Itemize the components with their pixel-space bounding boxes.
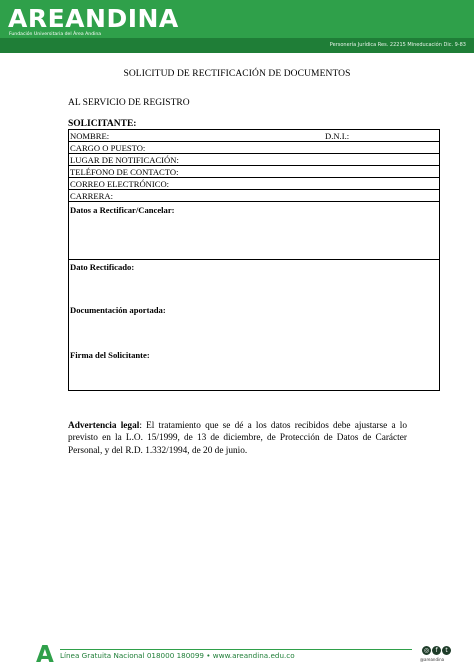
dni-label: D.N.I.: [325, 131, 350, 141]
warning-text: : El tratamiento que se dé a los datos recibidos debe ajustarse a lo previsto en la L.O. 15/1999, de 13 de diciembre, de Protección de Datos de Carácter Personal, y del R.D. 1.332/1994, de 20 de junio. [68, 421, 408, 456]
email-label: CORREO ELECTRÓNICO: [70, 179, 170, 189]
recipient-line: AL SERVICIO DE REGISTRO [68, 98, 190, 108]
position-row[interactable] [69, 142, 439, 154]
career-label: CARRERA: [70, 191, 113, 201]
social-handle: @areandina [420, 657, 445, 662]
name-label: NOMBRE: [70, 131, 110, 141]
name-row[interactable] [69, 130, 439, 142]
warning-label: Advertencia legal [68, 421, 140, 431]
footer-contact: Línea Gratuita Nacional 018000 180099 • www.areandina.edu.co [60, 651, 295, 660]
logo: AREANDINA [8, 4, 179, 33]
phone-row[interactable] [69, 166, 439, 178]
instagram-icon[interactable]: ◎ [423, 647, 430, 654]
notification-row[interactable] [69, 154, 439, 166]
data-to-correct-field[interactable] [69, 203, 439, 258]
legal-note: Personería Jurídica Res. 22215 Mineducación Dic. 9-83 [329, 42, 466, 48]
corrected-data-field[interactable] [69, 260, 439, 390]
legal-warning [68, 420, 407, 457]
position-label: CARGO O PUESTO: [70, 143, 146, 153]
career-row[interactable] [69, 190, 439, 202]
header-band [0, 0, 474, 53]
phone-label: TELÉFONO DE CONTACTO: [70, 167, 179, 177]
footer-logo: A [36, 642, 54, 668]
document-title: SOLICITUD DE RECTIFICACIÓN DE DOCUMENTOS [123, 69, 351, 79]
logo-subtitle: Fundación Universitaria del Área Andina [9, 32, 102, 37]
twitter-icon[interactable]: t [442, 646, 451, 655]
footer-rule [60, 649, 412, 650]
signature-label: Firma del Solicitante: [70, 350, 150, 360]
data-to-correct-label: Datos a Rectificar/Cancelar: [70, 205, 175, 215]
request-form [68, 129, 440, 391]
social-icons [422, 646, 454, 655]
facebook-icon[interactable]: f [432, 646, 441, 655]
documentation-label: Documentación aportada: [70, 305, 166, 315]
email-row[interactable] [69, 178, 439, 190]
notification-label: LUGAR DE NOTIFICACIÓN: [70, 155, 179, 165]
corrected-data-label: Dato Rectificado: [70, 262, 135, 272]
applicant-heading: SOLICITANTE: [68, 119, 137, 129]
